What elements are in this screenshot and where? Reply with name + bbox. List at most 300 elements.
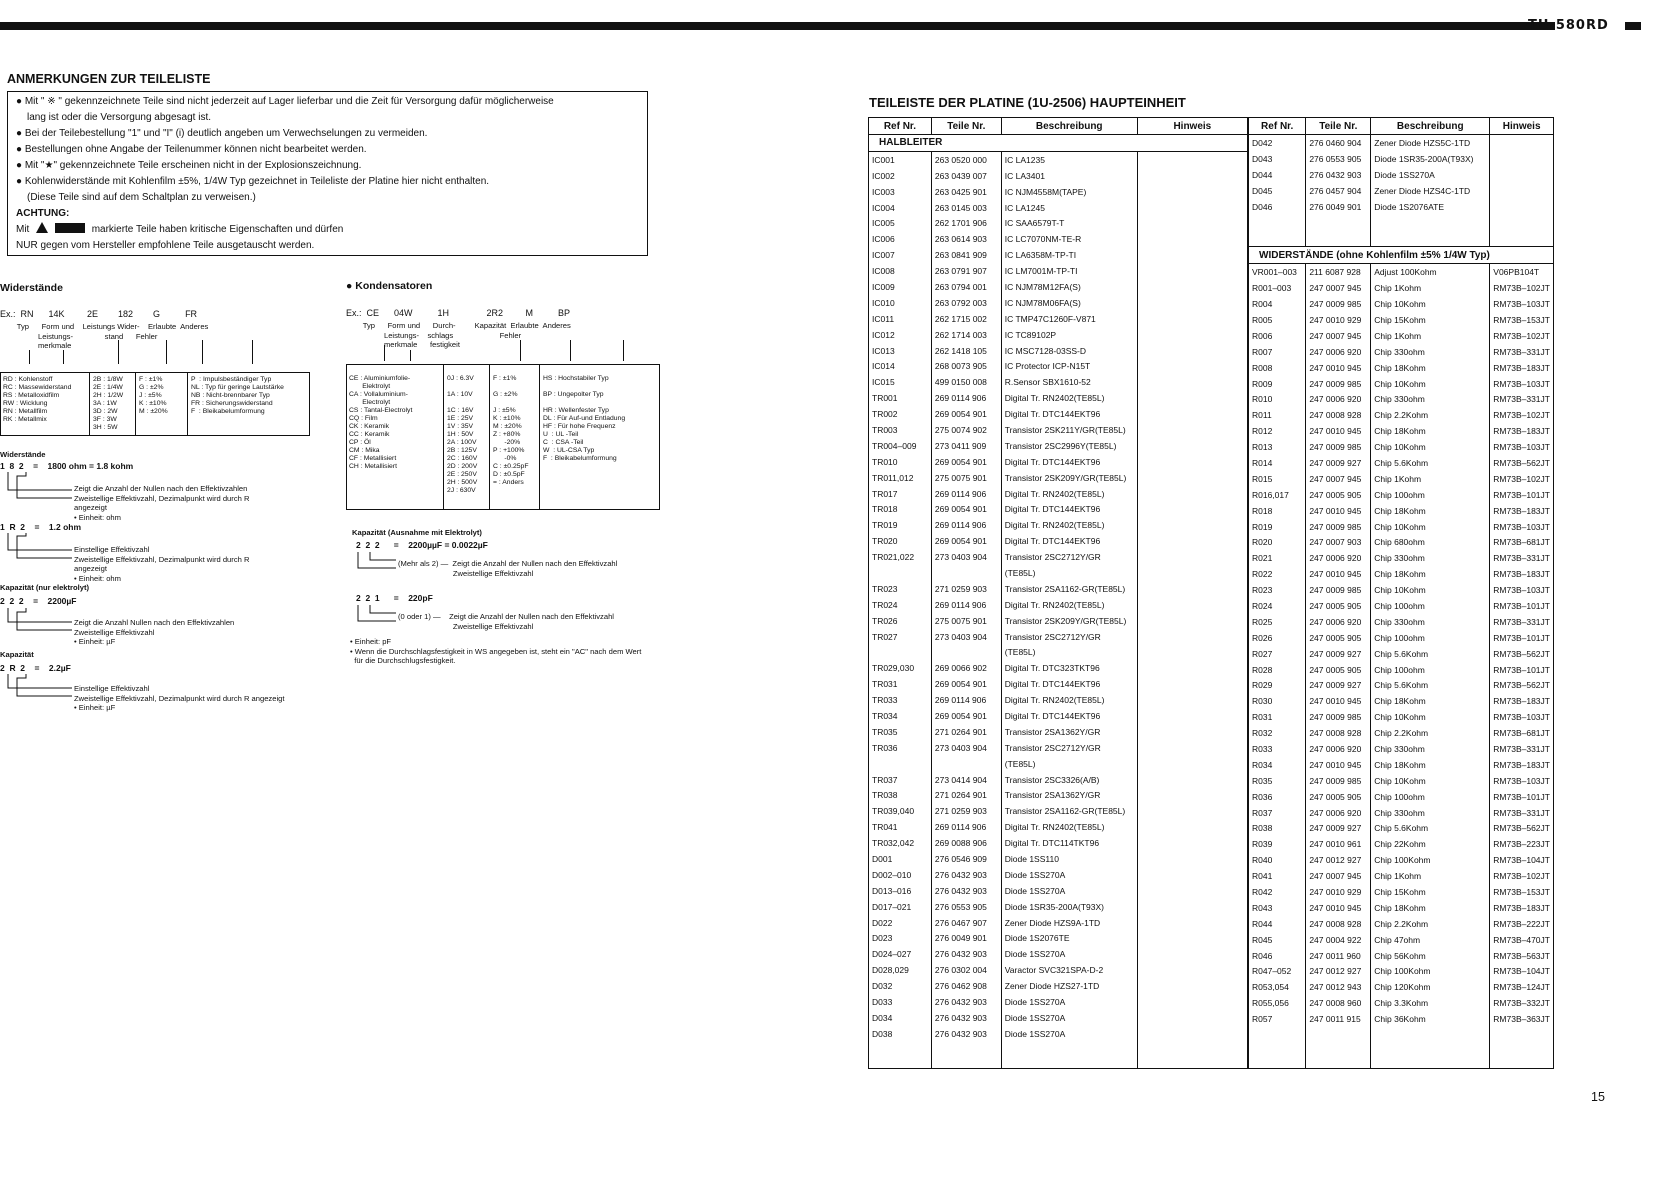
- ref-cell: R007: [1249, 344, 1306, 360]
- description-cell: IC LC7070NM-TE-R: [1001, 231, 1137, 247]
- description-cell: Chip 10Kohm: [1371, 296, 1490, 312]
- note-cell: RM73B–183JT: [1490, 503, 1554, 519]
- ref-cell: TR017: [869, 486, 932, 502]
- description-cell: Chip 680ohm: [1371, 534, 1490, 550]
- table-row: [1249, 391, 1554, 407]
- description-cell: IC Protector ICP-N15T: [1001, 358, 1137, 374]
- ref-cell: IC014: [869, 358, 932, 374]
- note-cell: [1137, 247, 1247, 263]
- table-row: [1249, 598, 1554, 614]
- note-cell: [1137, 151, 1247, 167]
- part-number-cell: 247 0010 945: [1306, 503, 1371, 519]
- table-row: [869, 263, 1248, 279]
- part-number-cell: 247 0005 905: [1306, 598, 1371, 614]
- code-arrow: [202, 340, 203, 364]
- description-cell: Chip 18Kohm: [1371, 503, 1490, 519]
- ref-cell: R026: [1249, 630, 1306, 646]
- note-cell: [1137, 263, 1247, 279]
- code-arrow: [29, 350, 30, 364]
- note-cell: RM73B–104JT: [1490, 964, 1554, 980]
- ref-cell: [869, 645, 932, 661]
- part-number-cell: 247 0006 920: [1306, 741, 1371, 757]
- part-number-cell: 271 0259 903: [931, 581, 1001, 597]
- part-number-cell: 271 0264 901: [931, 788, 1001, 804]
- note-cell: RM73B–562JT: [1490, 455, 1554, 471]
- table-row: [869, 343, 1248, 359]
- description-cell: Chip 10Kohm: [1371, 439, 1490, 455]
- ref-cell: R021: [1249, 550, 1306, 566]
- note-cell: RM73B–562JT: [1490, 821, 1554, 837]
- ref-cell: TR036: [869, 740, 932, 756]
- description-cell: Transistor 2SA1362Y/GR: [1001, 724, 1137, 740]
- part-number-cell: 276 0432 903: [931, 1010, 1001, 1026]
- note-cell: [1137, 915, 1247, 931]
- part-number-cell: 247 0010 945: [1306, 423, 1371, 439]
- table-row: [869, 756, 1248, 772]
- part-number-cell: 271 0264 901: [931, 724, 1001, 740]
- ref-cell: TR032,042: [869, 835, 932, 851]
- description-cell: Diode 1SS110: [1001, 851, 1137, 867]
- description-cell: Chip 100ohm: [1371, 598, 1490, 614]
- description-cell: (TE85L): [1001, 565, 1137, 581]
- note-cell: [1137, 724, 1247, 740]
- note-cell: RM73B–331JT: [1490, 344, 1554, 360]
- capacitor-brackets: [352, 550, 402, 630]
- note-cell: RM73B–223JT: [1490, 836, 1554, 852]
- table-row: [869, 311, 1248, 327]
- description-cell: Chip 10Kohm: [1371, 709, 1490, 725]
- ref-cell: R029: [1249, 678, 1306, 694]
- ref-cell: R011: [1249, 407, 1306, 423]
- table-filler: [869, 1042, 1248, 1069]
- part-number-cell: 211 6087 928: [1306, 264, 1371, 280]
- part-number-cell: 247 0012 943: [1306, 979, 1371, 995]
- part-number-cell: 247 0005 905: [1306, 789, 1371, 805]
- col-desc: Beschreibung: [1001, 118, 1137, 135]
- ref-cell: TR004–009: [869, 438, 932, 454]
- table-row: [1249, 376, 1554, 392]
- description-cell: Digital Tr. DTC144EKT96: [1001, 454, 1137, 470]
- note-cell: [1137, 645, 1247, 661]
- empty-cell: [1490, 1027, 1554, 1068]
- note-cell: RM73B–222JT: [1490, 916, 1554, 932]
- note-cell: RM73B–124JT: [1490, 979, 1554, 995]
- table-row: [1249, 852, 1554, 868]
- ref-cell: [869, 756, 932, 772]
- description-cell: IC LA6358M-TP-TI: [1001, 247, 1137, 263]
- ref-cell: TR029,030: [869, 660, 932, 676]
- part-number-cell: 269 0114 906: [931, 819, 1001, 835]
- note-cell: RM73B–183JT: [1490, 900, 1554, 916]
- part-number-cell: 247 0010 945: [1306, 900, 1371, 916]
- description-cell: Chip 18Kohm: [1371, 360, 1490, 376]
- part-number-cell: 247 0006 920: [1306, 805, 1371, 821]
- table-row: [1249, 678, 1554, 694]
- table-row: [869, 549, 1248, 565]
- table-row: [869, 676, 1248, 692]
- table-row: [869, 422, 1248, 438]
- ref-cell: R008: [1249, 360, 1306, 376]
- part-number-cell: 276 0432 903: [931, 946, 1001, 962]
- empty-cell: [931, 1042, 1001, 1069]
- capacitor-code-desc: Typ Form und Durch- Kapazität Erlaubte Anderes Leistungs- schlags Fehler merkmale festigkeit: [362, 321, 571, 349]
- table-row: [1249, 264, 1554, 280]
- part-number-cell: 247 0004 922: [1306, 932, 1371, 948]
- note-cell: [1137, 851, 1247, 867]
- ref-cell: TR038: [869, 788, 932, 804]
- ref-cell: D001: [869, 851, 932, 867]
- table-row: [869, 184, 1248, 200]
- code-arrow: [520, 340, 521, 361]
- capacity-example-1: 2 2 2 = 2200µF: [0, 596, 77, 606]
- table-row: [1249, 789, 1554, 805]
- note-cell: [1137, 581, 1247, 597]
- part-number-cell: 269 0054 901: [931, 406, 1001, 422]
- ref-cell: R030: [1249, 693, 1306, 709]
- ref-cell: IC009: [869, 279, 932, 295]
- note-cell: [1137, 660, 1247, 676]
- description-cell: Chip 5.6Kohm: [1371, 455, 1490, 471]
- description-cell: Digital Tr. RN2402(TE85L): [1001, 517, 1137, 533]
- note-cell: [1137, 311, 1247, 327]
- description-cell: Chip 120Kohm: [1371, 979, 1490, 995]
- description-cell: Chip 18Kohm: [1371, 900, 1490, 916]
- description-cell: IC LA1245: [1001, 200, 1137, 216]
- note-cell: RM73B–183JT: [1490, 423, 1554, 439]
- note-line: (Diese Teile sind auf dem Schaltplan zu verweisen.): [27, 192, 256, 203]
- notes-box: [7, 91, 648, 256]
- table-row: [869, 565, 1248, 581]
- note-cell: RM73B–153JT: [1490, 312, 1554, 328]
- part-number-cell: 273 0403 904: [931, 629, 1001, 645]
- ref-cell: R005: [1249, 312, 1306, 328]
- code-arrow: [570, 340, 571, 361]
- table-row: [869, 1010, 1248, 1026]
- ref-cell: R023: [1249, 582, 1306, 598]
- part-number-cell: 247 0010 945: [1306, 757, 1371, 773]
- part-number-cell: 273 0414 904: [931, 772, 1001, 788]
- code-arrow: [166, 340, 167, 364]
- parts-table-1: [868, 117, 1248, 1069]
- part-number-cell: 247 0008 928: [1306, 916, 1371, 932]
- part-number-cell: 247 0005 905: [1306, 630, 1371, 646]
- ref-cell: R041: [1249, 868, 1306, 884]
- description-cell: Chip 10Kohm: [1371, 519, 1490, 535]
- ref-cell: D013–016: [869, 883, 932, 899]
- part-number-cell: 247 0009 985: [1306, 376, 1371, 392]
- note-cell: RM73B–101JT: [1490, 789, 1554, 805]
- table-row: [1249, 407, 1554, 423]
- ref-cell: D046: [1249, 199, 1306, 215]
- model-name: TU-580RD: [1528, 18, 1609, 33]
- ref-cell: IC015: [869, 374, 932, 390]
- table-row: [869, 295, 1248, 311]
- part-number-cell: 247 0012 927: [1306, 964, 1371, 980]
- description-cell: IC TC89102P: [1001, 327, 1137, 343]
- note-line: ● Mit " ※ " gekennzeichnete Teile sind nicht jederzeit auf Lager lieferbar und die Zeit für Versorgung dafür möglicherweise: [16, 96, 554, 107]
- ref-cell: R044: [1249, 916, 1306, 932]
- ref-cell: D002–010: [869, 867, 932, 883]
- table-row: [869, 358, 1248, 374]
- description-cell: Chip 100ohm: [1371, 487, 1490, 503]
- capacitor-code-line: Ex.: CE 04W 1H 2R2 M BP: [346, 308, 571, 318]
- empty-cell: [1001, 1042, 1137, 1069]
- part-number-cell: 499 0150 008: [931, 374, 1001, 390]
- part-number-cell: 276 0460 904: [1306, 135, 1371, 151]
- table-row: [1249, 709, 1554, 725]
- col-part: Teile Nr.: [931, 118, 1001, 135]
- ref-cell: D033: [869, 994, 932, 1010]
- note-cell: [1137, 931, 1247, 947]
- notes-title: ANMERKUNGEN ZUR TEILELISTE: [7, 72, 211, 86]
- ref-cell: TR034: [869, 708, 932, 724]
- part-number-cell: [931, 645, 1001, 661]
- part-number-cell: 275 0075 901: [931, 470, 1001, 486]
- note-cell: [1137, 613, 1247, 629]
- table-row: [869, 660, 1248, 676]
- table-row: [1249, 630, 1554, 646]
- description-cell: Digital Tr. RN2402(TE85L): [1001, 486, 1137, 502]
- note-cell: [1137, 946, 1247, 962]
- table-row: [1249, 916, 1554, 932]
- description-cell: Zener Diode HZS5C-1TD: [1371, 135, 1490, 151]
- description-cell: Digital Tr. RN2402(TE85L): [1001, 819, 1137, 835]
- empty-cell: [869, 1042, 932, 1069]
- note-cell: RM73B–103JT: [1490, 296, 1554, 312]
- description-cell: IC NJM78M12FA(S): [1001, 279, 1137, 295]
- note-cell: [1137, 279, 1247, 295]
- note-cell: [1137, 867, 1247, 883]
- part-number-cell: 269 0054 901: [931, 533, 1001, 549]
- part-number-cell: [931, 565, 1001, 581]
- part-number-cell: 276 0432 903: [931, 994, 1001, 1010]
- table-row: [869, 151, 1248, 167]
- part-number-cell: 247 0007 945: [1306, 471, 1371, 487]
- description-cell: Transistor 2SC2712Y/GR: [1001, 549, 1137, 565]
- note-cell: [1137, 756, 1247, 772]
- legend-divider: [539, 365, 540, 509]
- description-cell: Diode 1SS270A: [1001, 867, 1137, 883]
- part-number-cell: 247 0010 945: [1306, 693, 1371, 709]
- capacity-example-2: 2 R 2 = 2.2µF: [0, 663, 71, 673]
- ref-cell: IC007: [869, 247, 932, 263]
- description-cell: Chip 2.2Kohm: [1371, 916, 1490, 932]
- part-number-cell: 247 0007 945: [1306, 280, 1371, 296]
- ref-cell: TR019: [869, 517, 932, 533]
- table-row: [869, 168, 1248, 184]
- note-cell: [1137, 184, 1247, 200]
- ref-cell: IC013: [869, 343, 932, 359]
- table-row: [869, 708, 1248, 724]
- warning-triangle-icon: [36, 222, 48, 233]
- note-cell: [1137, 835, 1247, 851]
- part-number-cell: 269 0054 901: [931, 708, 1001, 724]
- ref-cell: TR031: [869, 676, 932, 692]
- part-number-cell: 262 1714 003: [931, 327, 1001, 343]
- table-row: [869, 867, 1248, 883]
- part-number-cell: 263 0520 000: [931, 151, 1001, 167]
- empty-cell: [1137, 1042, 1247, 1069]
- note-cell: [1137, 168, 1247, 184]
- description-cell: Chip 36Kohm: [1371, 1011, 1490, 1027]
- ref-cell: TR026: [869, 613, 932, 629]
- description-cell: Chip 1Kohm: [1371, 868, 1490, 884]
- description-cell: Chip 56Kohm: [1371, 948, 1490, 964]
- note-cell: RM73B–562JT: [1490, 646, 1554, 662]
- description-cell: Chip 47ohm: [1371, 932, 1490, 948]
- description-cell: Chip 18Kohm: [1371, 757, 1490, 773]
- note-cell: [1137, 215, 1247, 231]
- note-cell: RM73B–102JT: [1490, 471, 1554, 487]
- ref-cell: R001–003: [1249, 280, 1306, 296]
- ref-cell: TR024: [869, 597, 932, 613]
- note-line: ● Mit "★" gekennzeichnete Teile erscheinen nicht in der Explosionszeichnung.: [16, 160, 362, 171]
- description-cell: Diode 1SS270A: [1371, 167, 1490, 183]
- part-number-cell: 276 0432 903: [931, 883, 1001, 899]
- achtung-text-a: Mit: [16, 224, 30, 235]
- part-number-cell: 269 0054 901: [931, 676, 1001, 692]
- ref-cell: D034: [869, 1010, 932, 1026]
- parts-title: TEILEISTE DER PLATINE (1U-2506) HAUPTEINHEIT: [869, 95, 1186, 110]
- table-row: [1249, 693, 1554, 709]
- description-cell: Chip 100Kohm: [1371, 852, 1490, 868]
- ref-cell: TR035: [869, 724, 932, 740]
- header-rule: [0, 22, 1555, 30]
- note-cell: RM73B–183JT: [1490, 566, 1554, 582]
- description-cell: Chip 10Kohm: [1371, 376, 1490, 392]
- ref-cell: D044: [1249, 167, 1306, 183]
- part-number-cell: 247 0009 927: [1306, 646, 1371, 662]
- table-row: [869, 772, 1248, 788]
- code-arrow: [384, 345, 385, 361]
- table-row: [1249, 646, 1554, 662]
- table-row: [869, 374, 1248, 390]
- ref-cell: TR002: [869, 406, 932, 422]
- note-cell: RM73B–102JT: [1490, 328, 1554, 344]
- table-row: [869, 788, 1248, 804]
- capacitor-example-1-desc: (Mehr als 2) — Zeigt die Anzahl der Nullen nach den Effektivzahl Zweistellige Effektivzahl: [398, 559, 618, 578]
- ref-cell: R025: [1249, 614, 1306, 630]
- table-row: [1249, 550, 1554, 566]
- black-mark-icon: [55, 223, 85, 233]
- note-cell: [1137, 486, 1247, 502]
- legend-col: CE : Aluminiumfolie- Elektrolyt CA : Vollaluminium- Electrolyt CS : Tantal-Electrolyt CQ : Film CK : Keramik CC : Keramik CP : Öl CM : Mika CF : Metallisiert CH : Metallisiert: [349, 375, 413, 470]
- table-row: [1249, 614, 1554, 630]
- table-row: [869, 279, 1248, 295]
- ref-cell: D042: [1249, 135, 1306, 151]
- ref-cell: R045: [1249, 932, 1306, 948]
- part-number-cell: 269 0066 902: [931, 660, 1001, 676]
- part-number-cell: 247 0009 985: [1306, 582, 1371, 598]
- ref-cell: R006: [1249, 328, 1306, 344]
- table-row: [1249, 135, 1554, 151]
- part-number-cell: 247 0009 927: [1306, 821, 1371, 837]
- note-cell: [1137, 390, 1247, 406]
- note-cell: RM73B–101JT: [1490, 598, 1554, 614]
- table-row: [1249, 534, 1554, 550]
- part-number-cell: 276 0049 901: [1306, 199, 1371, 215]
- description-cell: Zener Diode HZS27-1TD: [1001, 978, 1137, 994]
- capacitor-example-2-desc: (0 oder 1) — Zeigt die Anzahl der Nullen nach den Effektivzahl Zweistellige Effektivzahl: [398, 612, 614, 631]
- table-row: [1249, 312, 1554, 328]
- table-row: [1249, 487, 1554, 503]
- note-line: lang ist oder die Versorgung abgesagt ist.: [27, 112, 212, 123]
- note-cell: [1137, 517, 1247, 533]
- table-row: [1249, 455, 1554, 471]
- code-arrow: [252, 340, 253, 364]
- part-number-cell: 247 0005 905: [1306, 487, 1371, 503]
- description-cell: Chip 10Kohm: [1371, 582, 1490, 598]
- ref-cell: D022: [869, 915, 932, 931]
- table-row: [1249, 344, 1554, 360]
- description-cell: Transistor 2SC2996Y(TE85L): [1001, 438, 1137, 454]
- col-ref: Ref Nr.: [869, 118, 932, 135]
- part-number-cell: 247 0009 985: [1306, 709, 1371, 725]
- example-brackets: [0, 470, 80, 720]
- table-row: [1249, 979, 1554, 995]
- description-cell: IC NJM4558M(TAPE): [1001, 184, 1137, 200]
- empty-cell: [1249, 1027, 1306, 1068]
- note-cell: RM73B–101JT: [1490, 662, 1554, 678]
- part-number-cell: 276 0553 905: [1306, 151, 1371, 167]
- note-cell: [1137, 454, 1247, 470]
- ref-cell: TR041: [869, 819, 932, 835]
- note-cell: [1137, 501, 1247, 517]
- ref-cell: TR023: [869, 581, 932, 597]
- note-cell: [1137, 327, 1247, 343]
- description-cell: Chip 5.6Kohm: [1371, 678, 1490, 694]
- note-cell: [1137, 772, 1247, 788]
- description-cell: Chip 3.3Kohm: [1371, 995, 1490, 1011]
- table-row: [1249, 741, 1554, 757]
- part-number-cell: 263 0439 007: [931, 168, 1001, 184]
- part-number-cell: 276 0462 908: [931, 978, 1001, 994]
- ref-cell: IC011: [869, 311, 932, 327]
- part-number-cell: 247 0006 920: [1306, 614, 1371, 630]
- legend-col: 0J : 6.3V 1A : 10V 1C : 16V 1E : 25V 1V : 35V 1H : 50V 2A : 100V 2B : 125V 2C : 160V 2D : 200V 2E : 250V 2H : 500V 2J : 630V: [447, 375, 478, 494]
- note-cell: [1137, 803, 1247, 819]
- note-cell: [1137, 343, 1247, 359]
- note-cell: RM73B–102JT: [1490, 280, 1554, 296]
- table-row: [869, 390, 1248, 406]
- description-cell: IC TMP47C1260F-V871: [1001, 311, 1137, 327]
- note-cell: [1137, 295, 1247, 311]
- table-row: [869, 899, 1248, 915]
- part-number-cell: 247 0009 985: [1306, 439, 1371, 455]
- table-row: [1249, 503, 1554, 519]
- note-cell: RM73B–331JT: [1490, 741, 1554, 757]
- table-row: [869, 629, 1248, 645]
- part-number-cell: 269 0054 901: [931, 501, 1001, 517]
- table-row: [1249, 1011, 1554, 1027]
- legend-col: P : Impulsbeständiger Typ NL : Typ für geringe Lautstärke NB : Nicht-brennbarer Typ FR : Sicherungswiderstand F : Bleikabelumformung: [191, 376, 284, 415]
- description-cell: Digital Tr. DTC144EKT96: [1001, 533, 1137, 549]
- part-number-cell: 247 0009 985: [1306, 519, 1371, 535]
- part-number-cell: 276 0049 901: [931, 931, 1001, 947]
- header-rule-end: [1625, 22, 1641, 30]
- description-cell: Transistor 2SA1162-GR(TE85L): [1001, 803, 1137, 819]
- part-number-cell: 247 0009 927: [1306, 455, 1371, 471]
- note-cell: [1137, 1026, 1247, 1042]
- part-number-cell: 247 0006 920: [1306, 344, 1371, 360]
- description-cell: Chip 1Kohm: [1371, 280, 1490, 296]
- note-cell: RM73B–103JT: [1490, 709, 1554, 725]
- capacitor-notes: • Einheit: pF • Wenn die Durchschlagsfestigkeit in WS angegeben ist, steht ein "AC" nach dem Wert für die Durchschlugsfestigkeit.: [350, 637, 642, 665]
- ref-cell: IC002: [869, 168, 932, 184]
- ref-cell: R018: [1249, 503, 1306, 519]
- table-row: [1249, 964, 1554, 980]
- part-number-cell: [931, 756, 1001, 772]
